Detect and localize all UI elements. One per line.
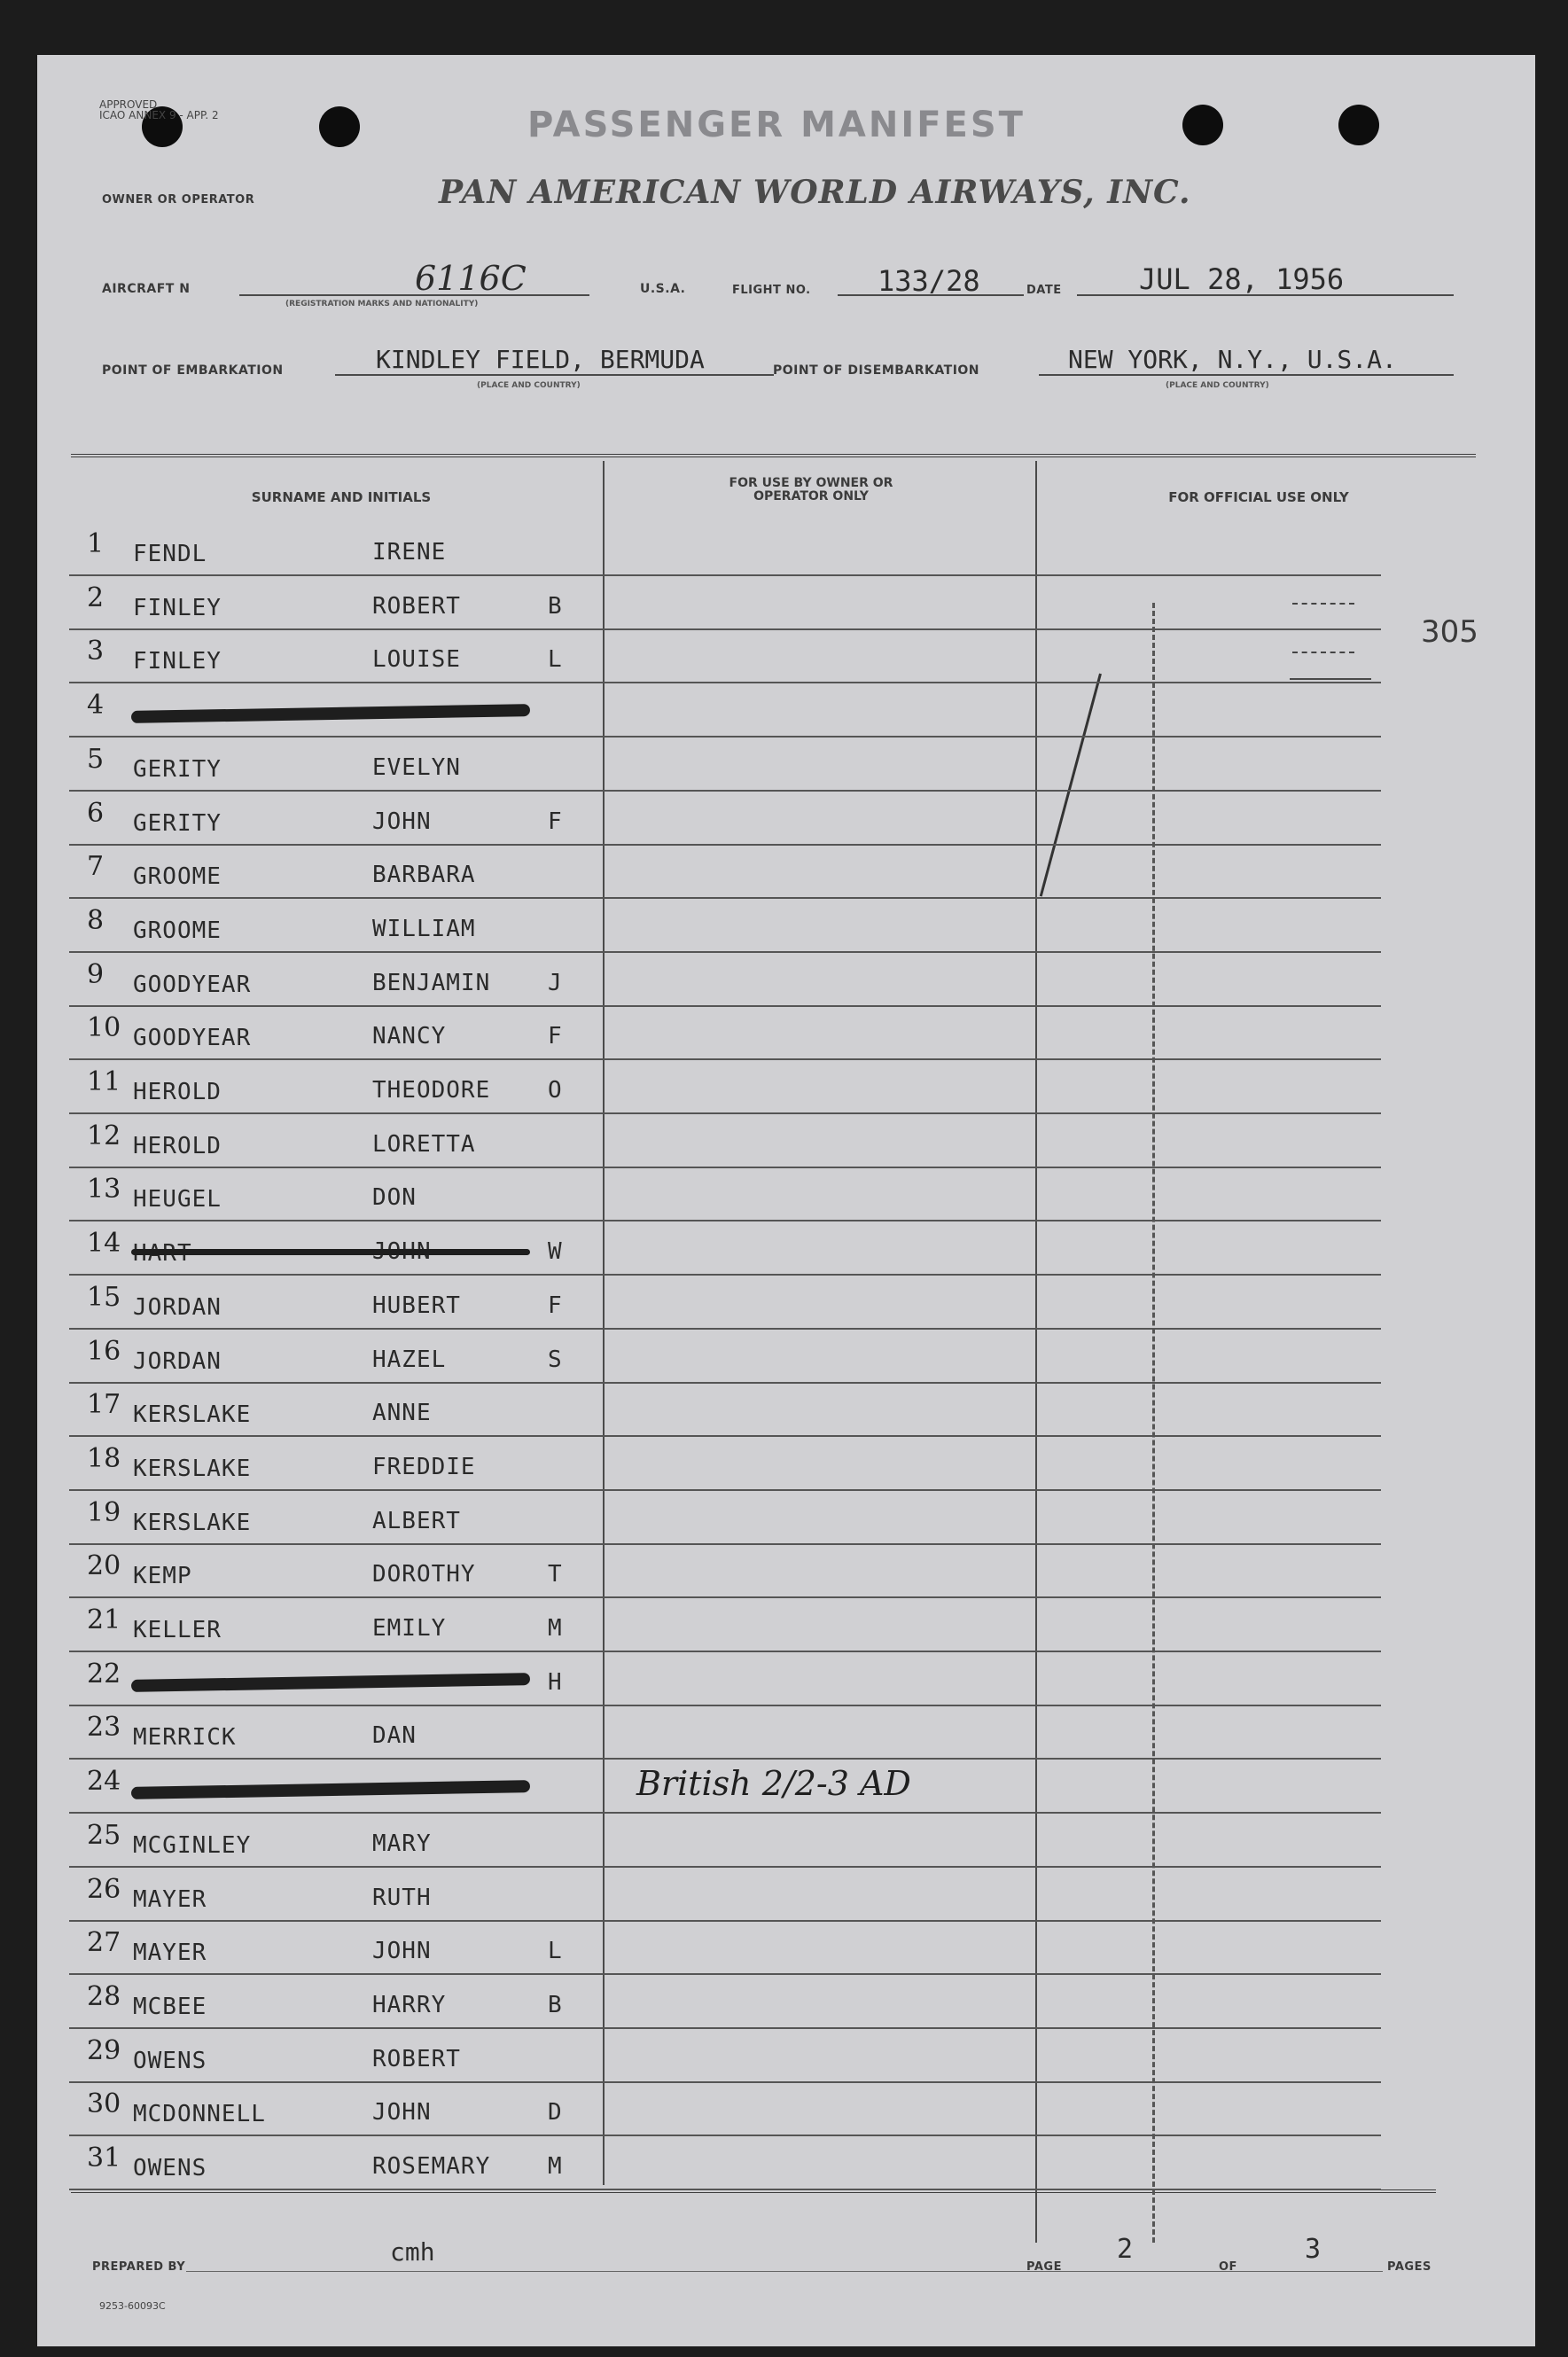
passenger-surname: HEROLD [133,1079,222,1105]
passenger-surname: KERSLAKE [133,1401,252,1429]
passenger-surname: GOODYEAR [133,1025,252,1052]
row-rule [69,1596,1381,1598]
passenger-surname: OWENS [133,2047,207,2074]
row-number: 13 [87,1174,121,1206]
passenger-row [69,523,1381,576]
passenger-given-name: HUBERT [372,1292,461,1319]
row-number: 4 [87,690,105,722]
passenger-surname: MERRICK [133,1724,237,1752]
passenger-surname: GERITY [133,755,222,783]
row-rule [69,1758,1381,1760]
pages-label: PAGES [1387,2260,1431,2274]
passenger-initial: F [548,1023,562,1050]
row-rule [69,790,1381,792]
col-header-names: SURNAME AND INITIALS [251,489,432,505]
aircraft-sub: (REGISTRATION MARKS AND NATIONALITY) [285,300,479,308]
col-header-official: FOR OFFICIAL USE ONLY [1168,489,1349,505]
date-label: DATE [1026,284,1062,297]
passenger-initial: O [548,1077,562,1104]
row-rule [69,2135,1381,2136]
passenger-initial: F [548,1292,562,1319]
punch-hole-left-2 [319,106,360,147]
passenger-initial: B [548,1991,562,2018]
row-number: 14 [87,1228,121,1260]
passenger-given-name: DOROTHY [372,1561,476,1588]
passenger-given-name: ROSEMARY [372,2153,491,2180]
strikethrough [131,1249,530,1255]
of-label: OF [1219,2260,1237,2274]
passenger-row [69,846,1381,899]
passenger-row [69,1760,1381,1814]
passenger-row [69,1545,1381,1598]
row-rule [69,897,1381,899]
form-code: 9253-60093C [99,2300,166,2312]
row-number: 24 [87,1766,121,1798]
passenger-given-name: HARRY [372,1991,447,2018]
passenger-surname: GOODYEAR [133,971,252,998]
row-number: 8 [87,904,105,936]
passenger-surname: KELLER [133,1617,222,1643]
passenger-given-name: IRENE [372,539,447,566]
passenger-initial: B [548,592,562,620]
passenger-surname: HEROLD [133,1132,222,1159]
row-number: 18 [87,1442,121,1474]
row-rule [69,951,1381,953]
row-rule [69,844,1381,846]
passenger-given-name: ROBERT [372,592,461,620]
row-number: 20 [87,1550,121,1582]
passenger-given-name: ALBERT [372,1507,461,1534]
row-rule [69,2189,1381,2190]
passenger-row [69,1815,1381,1868]
company-name: PAN AMERICAN WORLD AIRWAYS, INC. [439,174,1191,211]
passenger-initial: L [548,646,562,674]
passenger-row [69,1706,1381,1760]
passenger-given-name: HAZEL [372,1346,447,1373]
passenger-surname: MCGINLEY [133,1831,252,1859]
punch-hole-right-1 [1182,105,1223,145]
passenger-row [69,792,1381,846]
passenger-initial: J [548,969,562,996]
passenger-row [69,1276,1381,1330]
row-rule [69,1167,1381,1168]
passenger-surname: OWENS [133,2155,207,2181]
row-number: 10 [87,1012,121,1044]
passenger-surname: MAYER [133,1939,207,1967]
row-rule [69,1973,1381,1975]
row-number: 21 [87,1604,121,1635]
passenger-row [69,1599,1381,1652]
row-rule [69,1382,1381,1384]
row-rule [69,1651,1381,1652]
passenger-given-name: EVELYN [372,753,461,781]
passenger-given-name: NANCY [372,1023,447,1050]
row-number: 29 [87,2034,121,2066]
passenger-surname: FINLEY [133,648,222,675]
passenger-surname: KERSLAKE [133,1455,252,1482]
disembarkation-sub: (PLACE AND COUNTRY) [1166,381,1269,390]
passenger-row [69,630,1381,683]
passenger-given-name: ANNE [372,1400,432,1427]
passenger-given-name: FREDDIE [372,1453,476,1480]
passenger-initial: D [548,2099,562,2127]
row-number: 6 [87,797,105,829]
passenger-row [69,1007,1381,1060]
passenger-surname: GROOME [133,917,222,944]
passenger-initial: M [548,1615,562,1642]
passenger-row [69,1384,1381,1437]
of-value: 3 [1305,2234,1322,2265]
row-number: 17 [87,1389,121,1421]
row-number: 26 [87,1873,121,1905]
embarkation-label: POINT OF EMBARKATION [102,363,284,378]
row-number: 2 [87,581,105,613]
passenger-row [69,1438,1381,1491]
passenger-row [69,954,1381,1007]
passenger-given-name: BENJAMIN [372,969,491,996]
passenger-row [69,2083,1381,2136]
passenger-given-name: THEODORE [372,1077,491,1104]
passenger-given-name: DON [372,1184,417,1212]
row-rule [69,1920,1381,1922]
prepared-value: cmh [390,2237,435,2267]
aircraft-label: AIRCRAFT N [102,282,191,296]
passenger-row [69,1331,1381,1384]
flight-label: FLIGHT NO. [732,284,811,297]
row-rule [69,1705,1381,1706]
passenger-surname: FINLEY [133,594,222,621]
row-number: 3 [87,636,105,667]
owner-note: British 2/2-3 AD [636,1764,911,1804]
passenger-row [69,577,1381,630]
passenger-surname: HEUGEL [133,1186,222,1214]
passenger-row [69,900,1381,953]
passenger-initial: F [548,808,562,835]
aircraft-value: 6116C [415,259,527,298]
passenger-given-name: JOHN [372,808,432,835]
usa-label: U.S.A. [640,282,686,296]
row-rule [69,2081,1381,2083]
passenger-given-name: JOHN [372,2099,432,2127]
row-number: 16 [87,1335,121,1367]
row-number: 27 [87,1927,121,1959]
row-rule [69,1005,1381,1007]
row-number: 25 [87,1819,121,1851]
passenger-row [69,1869,1381,1922]
row-rule [69,1274,1381,1276]
row-rule [69,1328,1381,1330]
date-value: JUL 28, 1956 [1139,262,1345,296]
scribbled-out-entry [131,1780,530,1799]
passenger-row [69,1168,1381,1221]
passenger-initial: T [548,1561,562,1588]
row-rule [69,1058,1381,1060]
row-rule [69,736,1381,738]
row-number: 31 [87,2142,121,2174]
passenger-given-name: RUTH [372,1884,432,1911]
official-number: 305 [1421,614,1478,650]
page-label: PAGE [1026,2260,1062,2274]
scribbled-out-entry [131,704,530,723]
passenger-given-name: MARY [372,1830,432,1857]
page-title: PASSENGER MANIFEST [527,105,1026,145]
row-number: 19 [87,1496,121,1528]
row-number: 23 [87,1712,121,1744]
passenger-row [69,2030,1381,2083]
row-rule [69,1543,1381,1545]
passenger-given-name: LORETTA [372,1130,476,1158]
passenger-given-name: LOUISE [372,646,461,674]
passenger-row [69,1061,1381,1114]
flight-value: 133/28 [878,264,980,298]
page-value: 2 [1117,2234,1134,2265]
row-rule [69,682,1381,683]
row-rule [69,1866,1381,1868]
passenger-surname: KEMP [133,1563,192,1590]
row-number: 7 [87,851,105,883]
row-rule [69,628,1381,630]
passenger-surname: GROOME [133,863,222,891]
row-number: 28 [87,1980,121,2012]
embarkation-sub: (PLACE AND COUNTRY) [477,381,581,390]
passenger-given-name: ROBERT [372,2045,461,2072]
passenger-surname: MCBEE [133,1993,207,2020]
prepared-label: PREPARED BY [92,2260,186,2274]
passenger-initial: S [548,1346,562,1373]
passenger-row [69,1492,1381,1545]
passenger-initial: H [548,1668,562,1696]
passenger-row [69,1922,1381,1975]
passenger-row [69,738,1381,792]
passenger-surname: MAYER [133,1885,207,1913]
row-rule [69,1112,1381,1114]
row-number: 15 [87,1281,121,1313]
passenger-given-name: JOHN [372,1938,432,1965]
passenger-surname: GERITY [133,809,222,837]
approval-stamp: APPROVED ICAO ANNEX 9 - APP. 2 [99,98,219,121]
passenger-surname: MCDONNELL [133,2101,266,2128]
row-number: 11 [87,1066,121,1097]
passenger-given-name: EMILY [372,1615,447,1642]
passenger-initial: L [548,1938,562,1965]
row-rule [69,1489,1381,1491]
passenger-row [69,1653,1381,1706]
row-number: 5 [87,743,105,775]
embarkation-value: KINDLEY FIELD, BERMUDA [376,345,705,374]
row-number: 22 [87,1658,121,1690]
passenger-surname: JORDAN [133,1293,222,1321]
scribbled-out-entry [131,1673,530,1692]
passenger-row [69,1976,1381,2029]
row-rule [69,574,1381,576]
row-number: 1 [87,528,105,559]
passenger-surname: KERSLAKE [133,1509,252,1536]
passenger-row [69,2137,1381,2190]
passenger-given-name: WILLIAM [372,915,476,942]
row-number: 12 [87,1120,121,1151]
row-number: 30 [87,2088,121,2120]
passenger-row [69,684,1381,738]
row-rule [69,1812,1381,1814]
passenger-initial: M [548,2153,562,2180]
passenger-initial: W [548,1238,562,1266]
passenger-given-name: BARBARA [372,862,476,889]
row-rule [69,1435,1381,1437]
passenger-row [69,1115,1381,1168]
disembarkation-label: POINT OF DISEMBARKATION [773,363,980,378]
col-header-owner: FOR USE BY OWNER OR OPERATOR ONLY [729,476,893,503]
passenger-surname: JORDAN [133,1347,222,1375]
row-rule [69,2027,1381,2029]
passenger-given-name: DAN [372,1722,417,1750]
punch-hole-right-2 [1338,105,1379,145]
disembarkation-value: NEW YORK, N.Y., U.S.A. [1068,345,1397,374]
row-rule [69,1220,1381,1221]
row-number: 9 [87,958,105,990]
passenger-row [69,1222,1381,1276]
passenger-surname: FENDL [133,541,207,567]
owner-label: OWNER OR OPERATOR [102,193,255,207]
